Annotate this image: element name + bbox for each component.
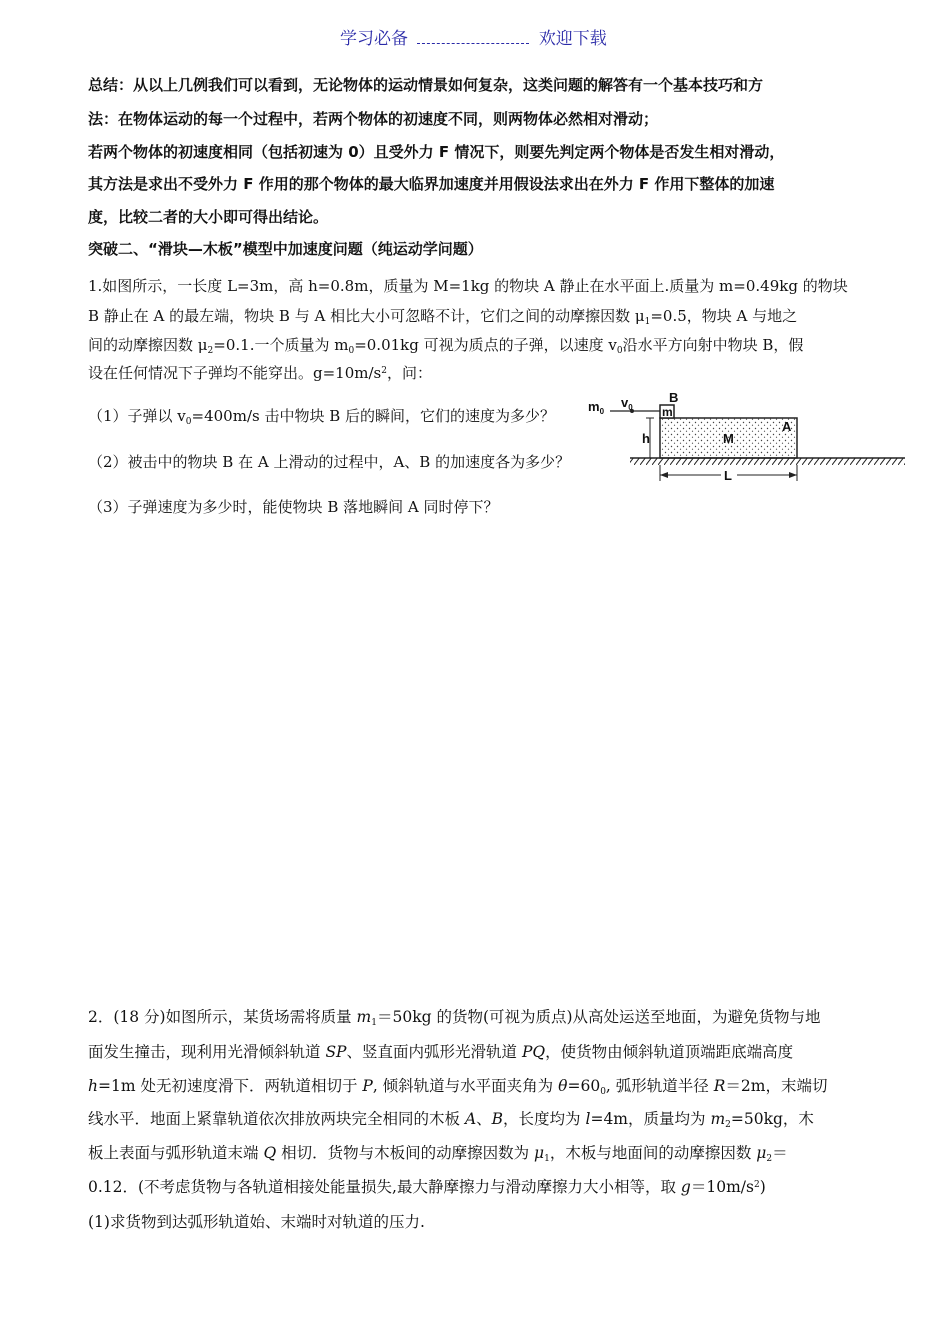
header-left: 学习必备 (340, 29, 408, 49)
header-divider (417, 29, 529, 44)
q1-sub-1: （1）子弹以 $v_0=400m/s$ 击中物块 B 后的瞬间，它们的速度为多少？ (88, 407, 556, 427)
header-right: 欢迎下载 (538, 29, 607, 49)
q1-sub-2: （2）被击中的物块 B 在 A 上滑动的过程中，A、B 的加速度各为多少？ (88, 453, 571, 471)
q2-line-1: 2．(18 分)如图所示，某货场需将质量 $m_1=50kg$ 的货物(可视为质点)从高处运送至地面，为避免货物与地 (88, 1008, 821, 1028)
summary-line-2: 法：在物体运动的每一个过程中，若两个物体的初速度不同，则两物体必然相对滑动； (88, 110, 659, 128)
label-a: A (782, 419, 792, 434)
q2-line-4: 线水平．地面上紧靠轨道依次排放两块完全相同的木板 A、B，长度均为 l=4m，质量均为 $m_2=50kg$，木 (88, 1110, 814, 1130)
label-h: h (642, 431, 650, 446)
label-m0: $m_0$ (588, 399, 605, 416)
q1-line-3: 间的动摩擦因数 $\mu_2=0.1$.一个质量为 $m_0=0.01kg$ 可视为质点的子弹，以速度 $v_0$沿水平方向射中物块 B，假 (88, 336, 804, 356)
q2-line-6: 0.12．(不考虑货物与各轨道相接处能量损失,最大静摩擦力与滑动摩擦力大小相等，取 $g=10m/s^2$) (88, 1178, 766, 1196)
page-header (340, 24, 607, 49)
summary-line-5: 度，比较二者的大小即可得出结论。 (88, 208, 329, 226)
label-big-m: M (723, 431, 734, 446)
label-l: L (724, 468, 732, 483)
label-v0: $v_0$ (621, 395, 633, 412)
summary-line-1: 总结：从以上几例我们可以看到，无论物体的运动情景如何复杂，这类问题的解答有一个基本技巧和方 (88, 76, 764, 94)
label-b: B (669, 390, 679, 405)
q1-figure (580, 385, 910, 490)
summary-line-4: 其方法是求出不受外力 F 作用的那个物体的最大临界加速度并用假设法求出在外力 F 作用下整体的加速 (88, 175, 775, 193)
label-m: m (662, 405, 673, 419)
q1-line-1: 1.如图所示，一长度 L=3m，高 h=0.8m，质量为 M=1kg 的物块 A 静止在水平面上.质量为 m=0.49kg 的物块 (88, 277, 848, 295)
ground-hatch (630, 458, 905, 465)
q1-sub-3: （3）子弹速度为多少时，能使物块 B 落地瞬间 A 同时停下？ (88, 498, 499, 516)
q2-line-7: (1)求货物到达弧形轨道始、末端时对轨道的压力. (88, 1213, 425, 1231)
q2-line-5: 板上表面与弧形轨道末端 Q 相切．货物与木板间的动摩擦因数为 $\mu_1$，木板与地面间的动摩擦因数 $\mu_2=$ (88, 1144, 788, 1164)
summary-line-3: 若两个物体的初速度相同（包括初速为 0）且受外力 F 情况下，则要先判定两个物体是否发生相对滑动， (88, 143, 785, 161)
q2-line-2: 面发生撞击，现利用光滑倾斜轨道 SP、竖直面内弧形光滑轨道 PQ，使货物由倾斜轨道顶端距底端高度 (88, 1043, 794, 1061)
q2-line-3: h=1m 处无初速度滑下．两轨道相切于 P, 倾斜轨道与水平面夹角为 $\theta=60_0$, 弧形轨道半径 R＝2m，末端切 (88, 1077, 828, 1097)
section-title: 突破二、“滑块—木板”模型中加速度问题（纯运动学问题） (88, 240, 483, 258)
q1-line-4: 设在任何情况下子弹均不能穿出。$g=10m/s^2$，问： (88, 364, 432, 382)
q1-line-2: B 静止在 A 的最左端，物块 B 与 A 相比大小可忽略不计，它们之间的动摩擦因数 $\mu_1=0.5$，物块 A 与地之 (88, 307, 798, 327)
